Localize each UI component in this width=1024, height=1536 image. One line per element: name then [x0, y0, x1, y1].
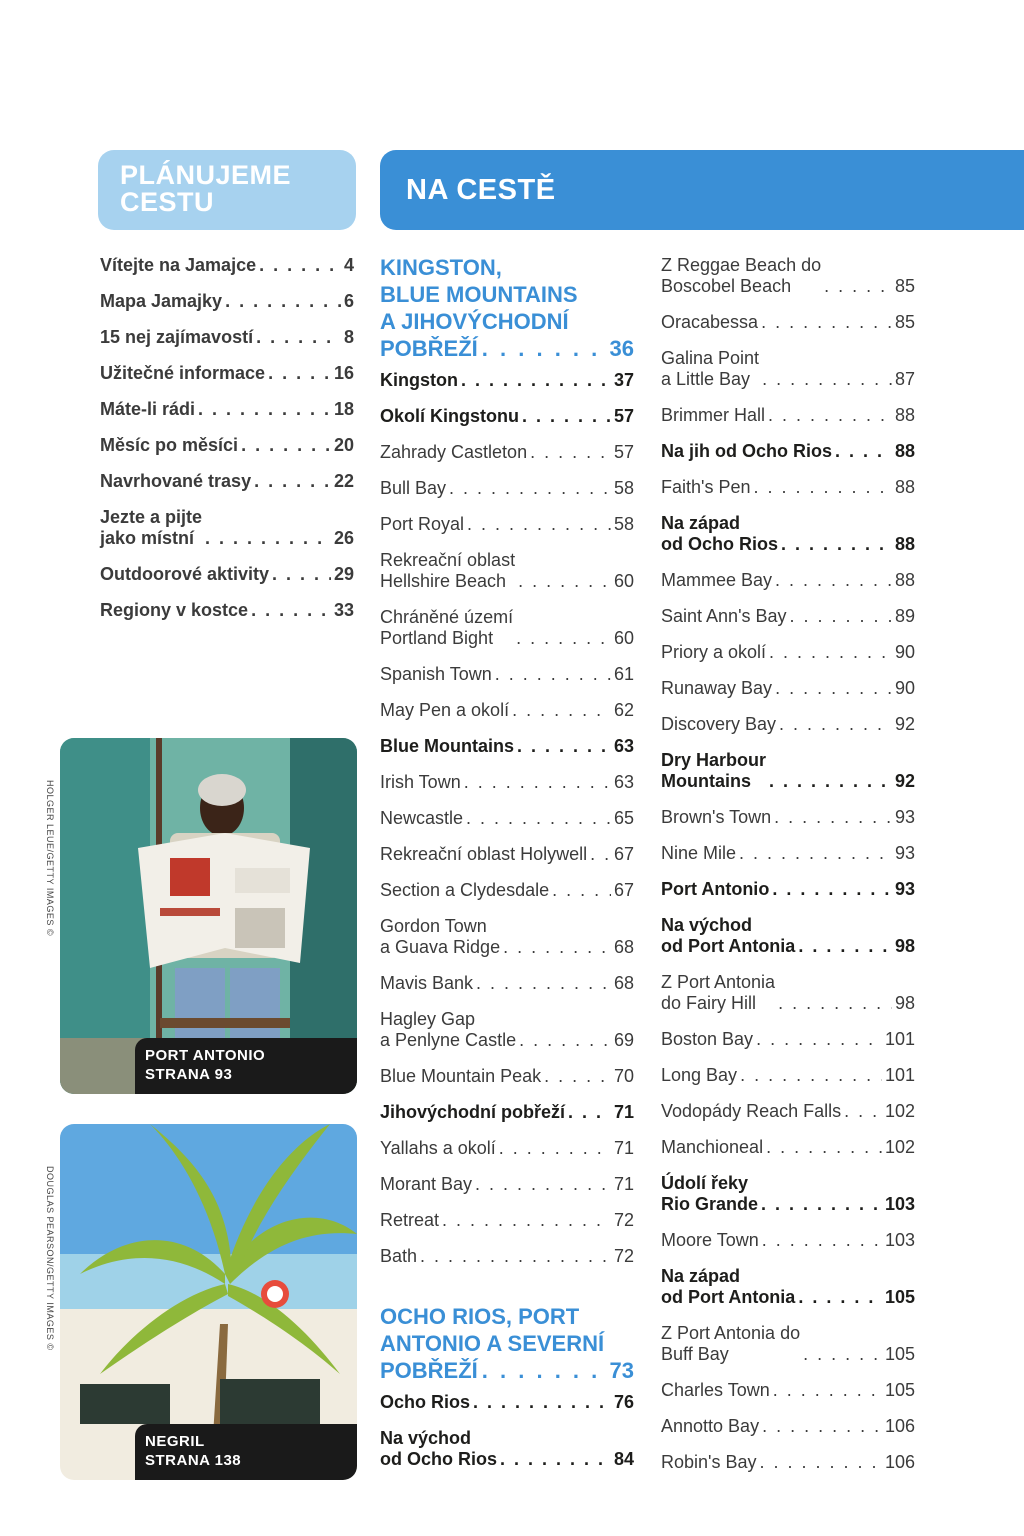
toc-entry-title: May Pen a okolí [380, 700, 510, 720]
toc-entry-title: Z Reggae Beach do Boscobel Beach [661, 255, 822, 296]
toc-entry-page: 8 [343, 327, 354, 347]
toc-entry [380, 1009, 634, 1051]
toc-entry [661, 1137, 915, 1158]
toc-entry-title: Nine Mile [661, 843, 737, 863]
toc-entry [661, 570, 915, 591]
toc-entry [380, 1102, 634, 1123]
toc-entry-page: 93 [894, 879, 915, 899]
toc-entry-page: 92 [894, 714, 915, 734]
toc-entry-page: 84 [613, 1449, 634, 1469]
toc-entry [661, 843, 915, 864]
toc-leader-dots [476, 973, 611, 994]
caption-place: PORT ANTONIO [145, 1047, 266, 1064]
toc-entry [661, 477, 915, 498]
toc-entry-page: 88 [894, 570, 915, 590]
toc-leader-dots [475, 1174, 611, 1195]
toc-entry-page: 18 [333, 399, 354, 419]
toc-entry-page: 71 [613, 1138, 634, 1158]
toc-entry [661, 513, 915, 555]
toc-entry [661, 348, 915, 390]
toc-entry [661, 606, 915, 627]
toc-leader-dots [544, 1066, 611, 1087]
toc-entry-page: 102 [884, 1137, 915, 1157]
toc-entry-page: 103 [884, 1230, 915, 1250]
toc-entry-title: Blue Mountain Peak [380, 1066, 542, 1086]
toc-entry [661, 807, 915, 828]
toc-entry-page: 6 [343, 291, 354, 311]
toc-leader-dots [461, 370, 611, 391]
toc-leader-dots [251, 600, 331, 621]
toc-leader-dots [225, 291, 341, 312]
toc-leader-dots [473, 1392, 611, 1413]
toc-leader-dots [740, 1065, 882, 1086]
toc-entry-title: Mammee Bay [661, 570, 773, 590]
toc-entry-title: Užitečné informace [100, 363, 266, 383]
toc-entry-title: Newcastle [380, 808, 464, 828]
toc-entry-title: Měsíc po měsíci [100, 435, 239, 455]
toc-entry-title: Robin's Bay [661, 1452, 757, 1472]
toc-leader-dots [449, 478, 611, 499]
toc-entry-page: 85 [894, 312, 915, 332]
toc-entry-title: Long Bay [661, 1065, 738, 1085]
region-title-last: POBŘEŽÍ [380, 1358, 478, 1383]
plan-section-tab [98, 150, 356, 230]
toc-entry [100, 255, 354, 276]
toc-entry-page: 58 [613, 478, 634, 498]
toc-entry-page: 90 [894, 642, 915, 662]
toc-entry-title: Outdoorové aktivity [100, 564, 270, 584]
toc-entry-page: 90 [894, 678, 915, 698]
toc-entry-title: Na východ od Port Antonia [661, 915, 796, 956]
toc-entry-title: Brimmer Hall [661, 405, 766, 425]
toc-entry-page: 4 [343, 255, 354, 275]
toc-entry-page: 89 [894, 606, 915, 626]
toc-leader-dots [774, 807, 892, 828]
toc-entry [380, 880, 634, 901]
toc-leader-dots [773, 1380, 882, 1401]
photo-caption [135, 1424, 357, 1480]
toc-leader-dots [522, 406, 611, 427]
region-heading-ocho-rios [380, 1303, 634, 1384]
photo-caption [135, 1038, 357, 1094]
toc-leader-dots [762, 369, 892, 390]
toc-entry [661, 714, 915, 735]
toc-entry [380, 808, 634, 829]
toc-entry [661, 642, 915, 663]
region-title: KINGSTON, BLUE MOUNTAINS A JIHOVÝCHODNÍ [380, 255, 578, 334]
toc-entry [100, 471, 354, 492]
toc-entry-title: Na západ od Ocho Rios [661, 513, 778, 554]
toc-entry [661, 255, 915, 297]
toc-leader-dots [824, 276, 892, 297]
toc-leader-dots [769, 642, 892, 663]
toc-leader-dots [762, 1230, 882, 1251]
toc-entry-title: Na jih od Ocho Rios [661, 441, 833, 461]
toc-leader-dots [503, 937, 611, 958]
toc-entry-title: Spanish Town [380, 664, 492, 684]
toc-entry-page: 61 [613, 664, 634, 684]
toc-leader-dots [420, 1246, 611, 1267]
toc-entry-page: 63 [613, 736, 634, 756]
toc-entry [380, 406, 634, 427]
toc-entry-title: Bull Bay [380, 478, 447, 498]
toc-entry [661, 1173, 915, 1215]
toc-entry-title: Yallahs a okolí [380, 1138, 496, 1158]
toc-leader-dots [517, 736, 611, 757]
toc-entry [380, 736, 634, 757]
toc-entry-page: 72 [613, 1246, 634, 1266]
toc-entry-title: Z Port Antonia do Fairy Hill [661, 972, 776, 1013]
toc-entry-title: Vítejte na Jamajce [100, 255, 257, 275]
toc-entry-title: Blue Mountains [380, 736, 514, 756]
toc-entry [661, 1101, 915, 1122]
toc-entry-title: Manchioneal [661, 1137, 764, 1157]
toc-leader-dots [519, 1030, 611, 1051]
toc-entry-title: Mapa Jamajky [100, 291, 223, 311]
toc-leader-dots [790, 606, 892, 627]
toc-entry [661, 1230, 915, 1251]
toc-entry-title: Galina Point a Little Bay [661, 348, 760, 389]
photo-credit: DOUGLAS PEARSON/GETTY IMAGES © [45, 1166, 55, 1351]
caption-place: NEGRIL [145, 1433, 205, 1450]
toc-entry-title: Gordon Town a Guava Ridge [380, 916, 501, 957]
toc-entry-title: Oracabessa [661, 312, 759, 332]
toc-leader-dots [762, 1416, 882, 1437]
plan-toc-list [100, 255, 354, 636]
toc-entry-title: Charles Town [661, 1380, 770, 1400]
toc-leader-dots [759, 1452, 881, 1473]
toc-entry [380, 772, 634, 793]
toc-leader-dots [779, 714, 892, 735]
toc-entry-page: 20 [333, 435, 354, 455]
toc-leader-dots [466, 808, 611, 829]
toc-entry-page: 62 [613, 700, 634, 720]
toc-entry [100, 564, 354, 585]
region-page: 36 [609, 336, 634, 361]
toc-leader-dots [272, 564, 331, 585]
toc-entry-page: 93 [894, 807, 915, 827]
toc-entry [380, 844, 634, 865]
toc-entry-page: 88 [894, 405, 915, 425]
region-title-last: POBŘEŽÍ [380, 336, 478, 361]
toc-entry-title: Navrhované trasy [100, 471, 252, 491]
toc-entry-page: 29 [333, 564, 354, 584]
toc-entry-page: 72 [613, 1210, 634, 1230]
toc-entry-page: 67 [613, 880, 634, 900]
toc-entry-title: Dry Harbour Mountains [661, 750, 767, 791]
toc-entry-title: Irish Town [380, 772, 461, 792]
toc-entry-title: 15 nej zajímavostí [100, 327, 254, 347]
toc-entry [661, 1065, 915, 1086]
toc-entry-page: 106 [884, 1416, 915, 1436]
toc-entry-title: Runaway Bay [661, 678, 773, 698]
caption-page: STRANA 93 [145, 1066, 233, 1083]
toc-leader-dots [530, 442, 611, 463]
toc-entry [661, 441, 915, 462]
toc-entry-page: 63 [613, 772, 634, 792]
toc-entry-title: Máte-li rádi [100, 399, 196, 419]
toc-entry [100, 291, 354, 312]
toc-entry [100, 399, 354, 420]
toc-entry-title: Jihovýchodní pobřeží [380, 1102, 566, 1122]
toc-entry-page: 60 [613, 571, 634, 591]
toc-entry-title: Zahrady Castleton [380, 442, 528, 462]
toc-entry [661, 915, 915, 957]
toc-entry [661, 1416, 915, 1437]
toc-entry-page: 88 [894, 441, 915, 461]
toc-leader-dots [205, 528, 331, 549]
toc-entry-page: 103 [884, 1194, 915, 1214]
toc-entry [380, 1428, 634, 1470]
toc-entry-page: 68 [613, 937, 634, 957]
toc-entry-page: 69 [613, 1030, 634, 1050]
toc-entry-page: 58 [613, 514, 634, 534]
toc-leader-dots [512, 700, 611, 721]
toc-entry-title: Port Royal [380, 514, 465, 534]
toc-entry [661, 972, 915, 1014]
photo-negril [60, 1124, 357, 1480]
toc-entry-title: Regiony v kostce [100, 600, 249, 620]
toc-entry-title: Rekreační oblast Holywell [380, 844, 588, 864]
toc-entry-title: Hagley Gap a Penlyne Castle [380, 1009, 517, 1050]
toc-entry [380, 370, 634, 391]
toc-leader-dots [500, 1449, 611, 1470]
toc-entry-title: Annotto Bay [661, 1416, 760, 1436]
toc-entry [380, 1210, 634, 1231]
toc-entry [100, 363, 354, 384]
toc-entry [661, 1323, 915, 1365]
toc-entry-page: 87 [894, 369, 915, 389]
toc-entry [100, 507, 354, 549]
toc-entry-title: Rekreační oblast Hellshire Beach [380, 550, 516, 591]
region-heading-kingston [380, 254, 634, 362]
toc-entry [100, 435, 354, 456]
toc-entry-title: Moore Town [661, 1230, 759, 1250]
toc-leader-dots [803, 1344, 882, 1365]
toc-entry [380, 700, 634, 721]
toc-entry [380, 1174, 634, 1195]
toc-entry [380, 973, 634, 994]
toc-entry [661, 1380, 915, 1401]
toc-leader-dots [442, 1210, 611, 1231]
toc-entry-page: 26 [333, 528, 354, 548]
toc-leader-dots [254, 471, 331, 492]
toc-entry-page: 71 [613, 1174, 634, 1194]
toc-leader-dots [775, 570, 892, 591]
toc-entry-page: 92 [894, 771, 915, 791]
road-toc-column-2 [661, 255, 915, 1488]
toc-leader-dots [256, 327, 341, 348]
toc-leader-dots [268, 363, 331, 384]
toc-entry-page: 101 [884, 1065, 915, 1085]
caption-page: STRANA 138 [145, 1452, 242, 1469]
toc-leader-dots [766, 1137, 882, 1158]
toc-entry-title: Na západ od Port Antonia [661, 1266, 796, 1307]
toc-leader-dots [568, 1102, 611, 1123]
toc-leader-dots [781, 534, 892, 555]
toc-entry-page: 98 [894, 936, 915, 956]
toc-entry-page: 65 [613, 808, 634, 828]
toc-entry [661, 1266, 915, 1308]
toc-entry-page: 105 [884, 1344, 915, 1364]
toc-entry-title: Faith's Pen [661, 477, 751, 497]
plan-title-line1: PLÁNUJEME [120, 160, 292, 190]
toc-entry-title: Ocho Rios [380, 1392, 471, 1412]
toc-entry-page: 33 [333, 600, 354, 620]
toc-entry [380, 607, 634, 649]
toc-entry [380, 664, 634, 685]
toc-entry-title: Retreat [380, 1210, 440, 1230]
toc-entry-page: 105 [884, 1287, 915, 1307]
toc-entry-title: Discovery Bay [661, 714, 777, 734]
toc-entry-title: Priory a okolí [661, 642, 767, 662]
toc-entry-page: 37 [613, 370, 634, 390]
toc-entry [380, 1246, 634, 1267]
toc-entry-title: Jezte a pijte jako místní [100, 507, 203, 548]
toc-leader-dots [778, 993, 892, 1014]
toc-leader-dots [499, 1138, 611, 1159]
toc-entry-title: Vodopády Reach Falls [661, 1101, 842, 1121]
road-toc-column-1 [380, 254, 634, 1485]
toc-entry [661, 1452, 915, 1473]
toc-leader-dots [761, 312, 892, 333]
toc-entry-title: Brown's Town [661, 807, 772, 827]
toc-entry-page: 93 [894, 843, 915, 863]
toc-leader-dots [768, 405, 892, 426]
toc-entry [661, 1029, 915, 1050]
toc-leader-dots [739, 843, 892, 864]
toc-entry-page: 67 [613, 844, 634, 864]
toc-entry-page: 76 [613, 1392, 634, 1412]
toc-entry-page: 101 [884, 1029, 915, 1049]
toc-leader-dots [798, 936, 892, 957]
toc-entry [380, 478, 634, 499]
toc-leader-dots [775, 678, 892, 699]
toc-entry [100, 327, 354, 348]
toc-entry-page: 88 [894, 534, 915, 554]
toc-leader-dots [259, 255, 341, 276]
toc-entry-title: Bath [380, 1246, 418, 1266]
toc-entry-title: Kingston [380, 370, 458, 390]
region-title: OCHO RIOS, PORT ANTONIO A SEVERNÍ [380, 1304, 605, 1356]
toc-entry-page: 57 [613, 442, 634, 462]
toc-entry [380, 1066, 634, 1087]
toc-entry [661, 678, 915, 699]
toc-leader-dots [753, 477, 891, 498]
toc-entry-title: Chráněné území Portland Bight [380, 607, 514, 648]
toc-entry-title: Boston Bay [661, 1029, 754, 1049]
toc-entry-page: 85 [894, 276, 915, 296]
toc-leader-dots [756, 1029, 882, 1050]
toc-entry [380, 1392, 634, 1413]
toc-entry [661, 405, 915, 426]
toc-entry-page: 102 [884, 1101, 915, 1121]
toc-leader-dots [241, 435, 331, 456]
toc-entry [380, 514, 634, 535]
toc-leader-dots [464, 772, 611, 793]
toc-leader-dots [495, 664, 611, 685]
toc-leader-dots [772, 879, 892, 900]
photo-credit: HOLGER LEUE/GETTY IMAGES © [45, 780, 55, 936]
toc-leader-dots [552, 880, 611, 901]
toc-entry-page: 71 [613, 1102, 634, 1122]
toc-entry-title: Mavis Bank [380, 973, 474, 993]
toc-entry-page: 70 [613, 1066, 634, 1086]
toc-entry [380, 1138, 634, 1159]
toc-entry-page: 105 [884, 1380, 915, 1400]
toc-leader-dots [518, 571, 611, 592]
toc-entry-title: Na východ od Ocho Rios [380, 1428, 497, 1469]
toc-entry-page: 22 [333, 471, 354, 491]
toc-entry [100, 600, 354, 621]
toc-entry [380, 916, 634, 958]
toc-entry-page: 16 [333, 363, 354, 383]
toc-leader-dots [516, 628, 611, 649]
region-page: 73 [609, 1358, 634, 1383]
toc-entry-page: 57 [613, 406, 634, 426]
toc-entry [380, 442, 634, 463]
toc-entry-page: 60 [613, 628, 634, 648]
toc-leader-dots [798, 1287, 882, 1308]
toc-entry-title: Morant Bay [380, 1174, 473, 1194]
toc-entry [661, 750, 915, 792]
toc-entry-title: Z Port Antonia do Buff Bay [661, 1323, 801, 1364]
toc-entry-page: 106 [884, 1452, 915, 1472]
toc-entry-title: Saint Ann's Bay [661, 606, 787, 626]
plan-title-line2: CESTU [120, 187, 215, 217]
toc-entry-title: Údolí řeky Rio Grande [661, 1173, 759, 1214]
road-title: NA CESTĚ [406, 174, 556, 206]
toc-leader-dots [769, 771, 892, 792]
photo-port-antonio [60, 738, 357, 1094]
toc-leader-dots [467, 514, 611, 535]
toc-leader-dots [198, 399, 331, 420]
toc-leader-dots [761, 1194, 882, 1215]
road-section-tab [380, 150, 1024, 230]
toc-entry-page: 68 [613, 973, 634, 993]
toc-entry-page: 98 [894, 993, 915, 1013]
toc-leader-dots [835, 441, 892, 462]
toc-entry [380, 550, 634, 592]
toc-leader-dots [590, 844, 611, 865]
toc-entry [661, 312, 915, 333]
toc-entry-page: 88 [894, 477, 915, 497]
toc-entry-title: Section a Clydesdale [380, 880, 550, 900]
toc-entry [661, 879, 915, 900]
toc-leader-dots [844, 1101, 882, 1122]
toc-entry-title: Okolí Kingstonu [380, 406, 519, 426]
toc-entry-title: Port Antonio [661, 879, 770, 899]
